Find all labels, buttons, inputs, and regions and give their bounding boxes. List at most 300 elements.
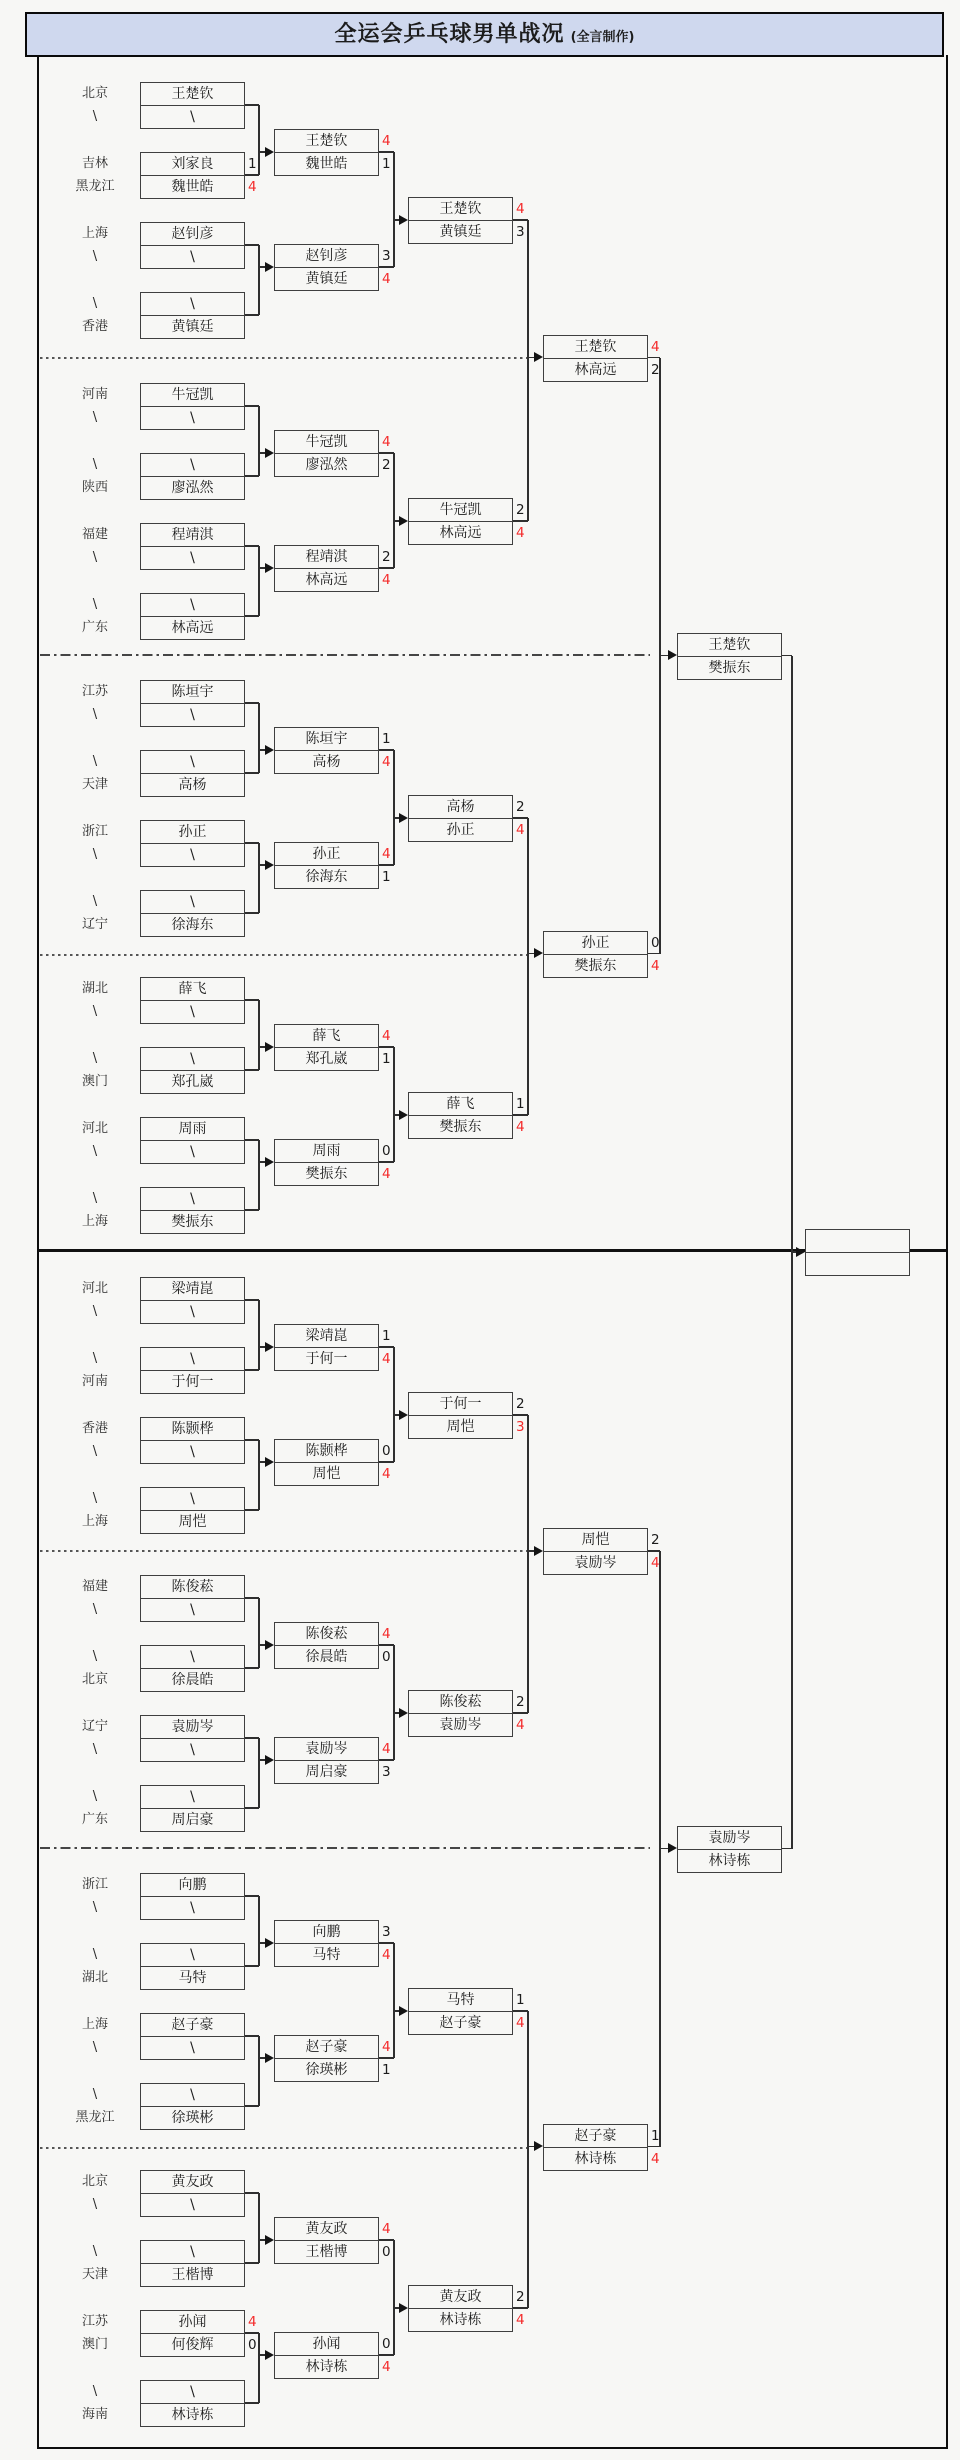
player-box: 樊振东: [543, 954, 648, 978]
region-label: 海南: [81, 2407, 108, 2422]
connector-line: [245, 475, 259, 476]
region-label: 黑龙江: [75, 2110, 115, 2125]
bye-box: \: [140, 453, 245, 477]
player-box: 牛冠凯: [140, 383, 245, 407]
advance-arrow-icon: [399, 1410, 408, 1420]
connector-line: [245, 174, 259, 175]
player-box: 梁靖崑: [140, 1277, 245, 1301]
connector-line: [245, 1439, 259, 1440]
connector-line: [513, 1712, 528, 1713]
connector-line: [258, 105, 259, 175]
player-box: 袁励岑: [677, 1826, 782, 1850]
region-label: \: [92, 109, 98, 124]
player-box: 何俊辉: [140, 2333, 245, 2357]
connector-line: [393, 2240, 394, 2355]
player-box: 陈垣宇: [274, 727, 379, 751]
player-box: 樊振东: [677, 656, 782, 680]
round-divider: [40, 1550, 529, 1552]
player-box: 孙正: [140, 820, 245, 844]
score-label: 0: [651, 934, 660, 951]
connector-line: [527, 818, 528, 1115]
score-label: 2: [516, 1694, 525, 1710]
region-label: 江苏: [81, 2314, 108, 2329]
player-box: 陈颢桦: [274, 1439, 379, 1463]
connector-line: [393, 152, 394, 267]
connector-line: [245, 1069, 259, 1070]
region-label: 辽宁: [81, 1719, 108, 1734]
region-label: 天津: [81, 777, 108, 792]
player-box: 高杨: [408, 795, 513, 819]
player-box: 徐海东: [140, 913, 245, 937]
player-box: 赵子豪: [408, 2011, 513, 2035]
score-label: 4: [382, 2221, 391, 2237]
player-box: 袁励岑: [408, 1713, 513, 1737]
region-label: \: [92, 1649, 98, 1664]
region-label: \: [92, 1144, 98, 1159]
bye-box: \: [140, 2193, 245, 2217]
connector-line: [393, 453, 394, 568]
region-label: \: [92, 1602, 98, 1617]
connector-line: [245, 1667, 259, 1668]
player-box: 于何一: [274, 1347, 379, 1371]
advance-arrow-icon: [399, 1110, 408, 1120]
connector-line: [258, 1896, 259, 1966]
bye-box: \: [140, 1896, 245, 1920]
player-box: 王楚钦: [140, 82, 245, 106]
player-box: 周恺: [543, 1528, 648, 1552]
connector-line: [245, 1965, 259, 1966]
score-label: 1: [382, 1328, 391, 1344]
advance-arrow-icon: [265, 1342, 274, 1352]
connector-line: [527, 2011, 528, 2308]
bye-box: \: [140, 2036, 245, 2060]
advance-arrow-icon: [265, 563, 274, 573]
round-divider: [40, 1847, 650, 1849]
player-box: 牛冠凯: [274, 430, 379, 454]
score-label: 4: [651, 338, 660, 355]
score-label: 1: [516, 1992, 525, 2008]
score-label: 4: [382, 1028, 391, 1044]
sheet-border-left: [37, 55, 39, 2449]
region-label: 澳门: [81, 1074, 108, 1089]
connector-line: [258, 1440, 259, 1510]
connector-line: [245, 1895, 259, 1896]
region-label: 福建: [81, 1579, 108, 1594]
player-box: 徐瑛彬: [274, 2058, 379, 2082]
score-label: 2: [382, 549, 391, 565]
connector-line: [245, 1807, 259, 1808]
player-box: 牛冠凯: [408, 498, 513, 522]
player-box: 周启豪: [140, 1808, 245, 1832]
connector-line: [258, 245, 259, 315]
connector-line: [379, 749, 394, 750]
player-box: 赵钊彦: [140, 222, 245, 246]
region-label: \: [92, 1051, 98, 1066]
player-box: 赵钊彦: [274, 244, 379, 268]
advance-arrow-icon: [265, 1157, 274, 1167]
bye-box: \: [140, 1645, 245, 1669]
advance-arrow-icon: [796, 1247, 805, 1257]
score-label: 2: [516, 502, 525, 518]
player-box: 梁靖崑: [274, 1324, 379, 1348]
connector-line: [245, 1597, 259, 1598]
player-box: 陈俊菘: [408, 1690, 513, 1714]
connector-line: [258, 2333, 259, 2403]
score-label: 3: [382, 248, 391, 264]
connector-line: [648, 1550, 660, 1551]
player-box: 周恺: [274, 1462, 379, 1486]
connector-line: [393, 1645, 394, 1760]
region-label: 北京: [81, 1672, 108, 1687]
connector-line: [379, 1644, 394, 1645]
region-label: 河南: [81, 387, 108, 402]
player-box: 黄镇廷: [140, 315, 245, 339]
score-label: 2: [651, 361, 660, 378]
region-label: 北京: [81, 86, 108, 101]
region-label: \: [92, 1789, 98, 1804]
score-label: 2: [516, 799, 525, 815]
score-label: 1: [248, 156, 257, 172]
score-label: 4: [516, 2015, 525, 2031]
connector-line: [513, 520, 528, 521]
region-label: \: [92, 296, 98, 311]
region-label: \: [92, 1191, 98, 1206]
connector-line: [258, 703, 259, 773]
page-title: 全运会乒乓球男单战况: [334, 22, 565, 47]
score-label: 4: [382, 2039, 391, 2055]
connector-line: [379, 1161, 394, 1162]
connector-line: [648, 357, 660, 358]
score-label: 4: [382, 1741, 391, 1757]
connector-line: [648, 2146, 660, 2147]
player-box: 孙正: [408, 818, 513, 842]
connector-line: [513, 2010, 528, 2011]
player-box: 黄镇廷: [274, 267, 379, 291]
player-box: 王楚钦: [677, 633, 782, 657]
player-box: 樊振东: [408, 1115, 513, 1139]
player-box: 林高远: [140, 616, 245, 640]
score-label: 0: [382, 2244, 391, 2260]
connector-line: [258, 1300, 259, 1370]
region-label: \: [92, 1304, 98, 1319]
player-box: 周雨: [140, 1117, 245, 1141]
bye-box: \: [140, 1000, 245, 1024]
connector-line: [245, 2035, 259, 2036]
bye-box: \: [140, 546, 245, 570]
score-label: 4: [382, 2359, 391, 2375]
title-bar: [25, 12, 944, 57]
advance-arrow-icon: [668, 1843, 677, 1853]
connector-line: [527, 220, 528, 521]
region-label: 河南: [81, 1374, 108, 1389]
score-label: 4: [382, 1466, 391, 1482]
connector-line: [379, 1942, 394, 1943]
score-label: 4: [382, 846, 391, 862]
player-box: 王楚钦: [274, 129, 379, 153]
region-label: \: [92, 597, 98, 612]
region-label: \: [92, 1491, 98, 1506]
region-label: 上海: [81, 1514, 108, 1529]
player-box: 袁励岑: [543, 1551, 648, 1575]
connector-line: [648, 953, 660, 954]
bye-box: \: [140, 2083, 245, 2107]
bye-box: \: [140, 890, 245, 914]
connector-line: [245, 2105, 259, 2106]
connector-line: [245, 314, 259, 315]
player-box: 马特: [408, 1988, 513, 2012]
score-label: 4: [382, 1626, 391, 1642]
player-box: 樊振东: [274, 1162, 379, 1186]
player-box: 黄友政: [408, 2285, 513, 2309]
connector-line: [379, 1461, 394, 1462]
bye-box: \: [140, 1440, 245, 1464]
connector-line: [245, 2262, 259, 2263]
player-box: 向鹏: [274, 1920, 379, 1944]
score-label: 2: [651, 1532, 660, 1548]
bye-box: \: [140, 1300, 245, 1324]
score-label: 4: [651, 1555, 660, 1571]
connector-line: [393, 750, 394, 865]
advance-arrow-icon: [534, 1546, 543, 1556]
advance-arrow-icon: [265, 1457, 274, 1467]
score-label: 4: [516, 1717, 525, 1733]
connector-line: [258, 1738, 259, 1808]
connector-line: [245, 545, 259, 546]
region-label: \: [92, 550, 98, 565]
player-box: 程靖淇: [140, 523, 245, 547]
connector-line: [245, 772, 259, 773]
region-label: 香港: [81, 1421, 108, 1436]
region-label: 吉林: [81, 156, 108, 171]
advance-arrow-icon: [265, 745, 274, 755]
player-box: 周启豪: [274, 1760, 379, 1784]
player-box: 薛飞: [140, 977, 245, 1001]
advance-arrow-icon: [265, 448, 274, 458]
connector-line: [379, 151, 394, 152]
region-label: 湖北: [81, 1970, 108, 1985]
region-label: \: [92, 1444, 98, 1459]
region-label: \: [92, 249, 98, 264]
player-box: 陈颢桦: [140, 1417, 245, 1441]
score-label: 3: [382, 1924, 391, 1940]
player-box: 王楚钦: [408, 197, 513, 221]
player-box: 徐海东: [274, 865, 379, 889]
player-box: 林诗栋: [677, 1849, 782, 1873]
region-label: \: [92, 707, 98, 722]
score-label: 4: [516, 822, 525, 838]
connector-line: [245, 615, 259, 616]
player-box: 赵子豪: [543, 2124, 648, 2148]
bye-box: \: [140, 750, 245, 774]
region-label: \: [92, 2197, 98, 2212]
region-label: \: [92, 1742, 98, 1757]
region-label: 湖北: [81, 981, 108, 996]
player-box: 陈俊菘: [140, 1575, 245, 1599]
region-label: 上海: [81, 1214, 108, 1229]
advance-arrow-icon: [534, 948, 543, 958]
region-label: 北京: [81, 2174, 108, 2189]
region-label: 广东: [81, 1812, 108, 1827]
bye-box: \: [140, 843, 245, 867]
region-label: 河北: [81, 1281, 108, 1296]
region-label: 河北: [81, 1121, 108, 1136]
player-box: 林诗栋: [408, 2308, 513, 2332]
connector-line: [258, 1140, 259, 1210]
region-label: \: [92, 1351, 98, 1366]
bye-box: \: [140, 1785, 245, 1809]
player-box: 袁励岑: [274, 1737, 379, 1761]
player-box: 孙正: [543, 931, 648, 955]
connector-line: [245, 2332, 259, 2333]
advance-arrow-icon: [399, 813, 408, 823]
player-box: 孙正: [274, 842, 379, 866]
connector-line: [379, 1759, 394, 1760]
bye-box: \: [140, 1738, 245, 1762]
player-box: 刘家良: [140, 152, 245, 176]
advance-arrow-icon: [399, 1708, 408, 1718]
connector-line: [245, 1509, 259, 1510]
advance-arrow-icon: [534, 352, 543, 362]
bye-box: \: [140, 1943, 245, 1967]
region-label: \: [92, 410, 98, 425]
region-label: \: [92, 894, 98, 909]
connector-line: [527, 1415, 528, 1713]
advance-arrow-icon: [399, 516, 408, 526]
connector-line: [393, 1347, 394, 1462]
connector-line: [258, 546, 259, 616]
region-label: 澳门: [81, 2337, 108, 2352]
region-label: \: [92, 2244, 98, 2259]
connector-line: [393, 1047, 394, 1162]
advance-arrow-icon: [399, 2006, 408, 2016]
connector-line: [245, 1737, 259, 1738]
score-label: 1: [382, 1051, 391, 1067]
bye-box: \: [140, 245, 245, 269]
player-box: 于何一: [140, 1370, 245, 1394]
bye-box: \: [140, 105, 245, 129]
connector-line: [513, 1414, 528, 1415]
score-label: 4: [382, 434, 391, 450]
region-label: 天津: [81, 2267, 108, 2282]
advance-arrow-icon: [265, 2053, 274, 2063]
player-box: 廖泓然: [140, 476, 245, 500]
player-box: 于何一: [408, 1392, 513, 1416]
advance-arrow-icon: [265, 1042, 274, 1052]
connector-line: [379, 2354, 394, 2355]
region-label: 江苏: [81, 684, 108, 699]
bye-box: \: [140, 1487, 245, 1511]
region-label: 福建: [81, 527, 108, 542]
player-box: 高杨: [140, 773, 245, 797]
region-label: 上海: [81, 226, 108, 241]
player-box: 樊振东: [140, 1210, 245, 1234]
region-label: 浙江: [81, 1877, 108, 1892]
region-label: \: [92, 754, 98, 769]
region-label: \: [92, 2384, 98, 2399]
player-box: 陈垣宇: [140, 680, 245, 704]
connector-line: [245, 1139, 259, 1140]
bye-box: \: [140, 703, 245, 727]
connector-line: [258, 1000, 259, 1070]
region-label: 陕西: [81, 480, 108, 495]
player-box: 王楷博: [274, 2240, 379, 2264]
player-box: 薛飞: [274, 1024, 379, 1048]
region-label: \: [92, 457, 98, 472]
bye-box: \: [140, 2380, 245, 2404]
region-label: \: [92, 1947, 98, 1962]
region-label: 上海: [81, 2017, 108, 2032]
player-box: 林高远: [543, 358, 648, 382]
connector-line: [258, 2036, 259, 2106]
score-label: 2: [516, 1396, 525, 1412]
connector-line: [379, 266, 394, 267]
advance-arrow-icon: [265, 2235, 274, 2245]
score-label: 4: [382, 271, 391, 287]
bye-box: \: [140, 1187, 245, 1211]
score-label: 4: [516, 201, 525, 217]
score-label: 4: [516, 525, 525, 541]
connector-line: [245, 912, 259, 913]
player-box: 马特: [274, 1943, 379, 1967]
score-label: 3: [382, 1764, 391, 1780]
region-label: \: [92, 2087, 98, 2102]
connector-line: [245, 842, 259, 843]
connector-line: [245, 2192, 259, 2193]
score-label: 4: [248, 2314, 257, 2330]
player-box: 徐晨皓: [274, 1645, 379, 1669]
score-label: 2: [382, 457, 391, 473]
connector-line: [513, 817, 528, 818]
connector-line: [245, 405, 259, 406]
score-label: 2: [516, 2289, 525, 2305]
connector-line: [245, 999, 259, 1000]
player-box: 周恺: [140, 1510, 245, 1534]
player-box: 马特: [140, 1966, 245, 1990]
player-box: 林高远: [408, 521, 513, 545]
bye-box: \: [140, 292, 245, 316]
connector-line: [379, 864, 394, 865]
player-box: 郑孔崴: [274, 1047, 379, 1071]
advance-arrow-icon: [265, 1640, 274, 1650]
score-label: 4: [382, 754, 391, 770]
score-label: 4: [516, 2312, 525, 2328]
player-box: 孙闻: [140, 2310, 245, 2334]
player-box: 魏世皓: [140, 175, 245, 199]
score-label: 4: [382, 572, 391, 588]
bye-box: \: [140, 2240, 245, 2264]
advance-arrow-icon: [399, 215, 408, 225]
advance-arrow-icon: [265, 262, 274, 272]
sheet-border-right: [946, 55, 948, 2449]
region-label: \: [92, 1004, 98, 1019]
connector-line: [513, 1114, 528, 1115]
round-divider: [40, 357, 529, 359]
connector-line: [245, 702, 259, 703]
player-box: 徐晨皓: [140, 1668, 245, 1692]
region-label: 浙江: [81, 824, 108, 839]
score-label: 0: [382, 1443, 391, 1459]
score-label: 0: [382, 2336, 391, 2352]
player-box: 周恺: [408, 1415, 513, 1439]
connector-line: [245, 244, 259, 245]
advance-arrow-icon: [265, 147, 274, 157]
player-box: 林高远: [274, 568, 379, 592]
region-label: 辽宁: [81, 917, 108, 932]
connector-line: [258, 1598, 259, 1668]
connector-line: [379, 2239, 394, 2240]
player-box: [805, 1229, 910, 1253]
advance-arrow-icon: [265, 2350, 274, 2360]
